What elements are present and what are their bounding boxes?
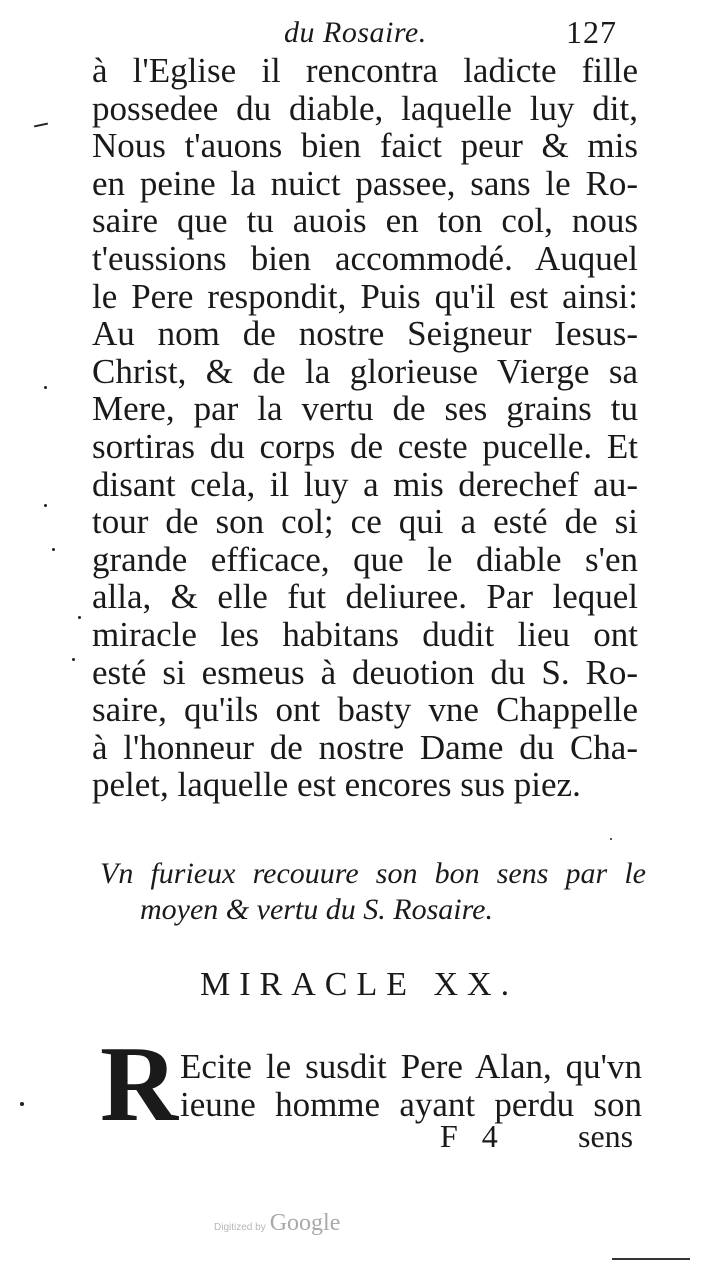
scan-speck [34, 123, 48, 128]
miracle-title: MIRACLE XX. [200, 966, 519, 1003]
text-line: esté si esmeus à deuotion du S. Ro- [92, 652, 638, 692]
text-line: Mere, par la vertu de ses grains tu [92, 389, 638, 429]
digitization-watermark [214, 1210, 340, 1237]
text-line: tour de son col; ce qui a esté de si [92, 502, 638, 542]
text-line: ieune homme ayant perdu son [180, 1085, 642, 1124]
text-line: le Pere respondit, Puis qu'il est ainsi: [92, 276, 638, 316]
text-line: Nous t'auons bien faict peur & mis [92, 126, 638, 166]
text-line: Ecite le susdit Pere Alan, qu'vn [180, 1047, 642, 1086]
signature-mark: F 4 [440, 1118, 506, 1154]
page-number: 127 [566, 14, 617, 50]
text-line: saire, qu'ils ont basty vne Chappelle [92, 690, 638, 730]
scan-speck [20, 1102, 24, 1106]
running-head: du Rosaire. [284, 16, 427, 49]
text-line: t'eussions bien accommodé. Auquel [92, 238, 638, 278]
text-line: à l'Eglise il rencontra ladicte fille [92, 51, 638, 90]
text-line: Au nom de nostre Seigneur Iesus- [92, 314, 638, 354]
scan-speck [78, 616, 81, 619]
text-line: possedee du diable, laquelle luy dit, [92, 88, 638, 128]
text-line: Christ, & de la glorieuse Vierge sa [92, 351, 638, 391]
text-line: en peine la nuict passee, sans le Ro- [92, 163, 638, 203]
text-line: disant cela, il luy a mis derechef au- [92, 464, 638, 504]
text-line: grande efficace, que le diable s'en [92, 539, 638, 579]
scan-speck [44, 386, 47, 389]
scan-speck [72, 658, 75, 661]
scan-speck [52, 548, 55, 551]
text-line: miracle les habitans dudit lieu ont [92, 614, 638, 654]
text-line: pelet, laquelle est encores sus piez. [92, 765, 581, 805]
scan-speck [610, 838, 612, 840]
scan-speck [44, 504, 47, 507]
body-paragraph [92, 52, 638, 804]
text-line: saire que tu auois en ton col, nous [92, 201, 638, 241]
miracle-subtitle [100, 856, 646, 928]
subtitle-line: moyen & vertu du S. Rosaire. [140, 893, 493, 926]
catchword: sens [578, 1118, 634, 1154]
text-line: à l'honneur de nostre Dame du Cha- [92, 727, 638, 767]
subtitle-line: Vn furieux recouure son bon sens par le [100, 857, 646, 890]
drop-cap: R [100, 1025, 178, 1144]
watermark-prefix: Digitized by [214, 1222, 266, 1233]
watermark-brand: Google [269, 1210, 341, 1236]
text-line: sortiras du corps de ceste pucelle. Et [92, 426, 638, 466]
text-line: alla, & elle fut deliuree. Par lequel [92, 577, 638, 617]
bottom-rule [612, 1258, 690, 1260]
miracle-paragraph [180, 1048, 642, 1124]
